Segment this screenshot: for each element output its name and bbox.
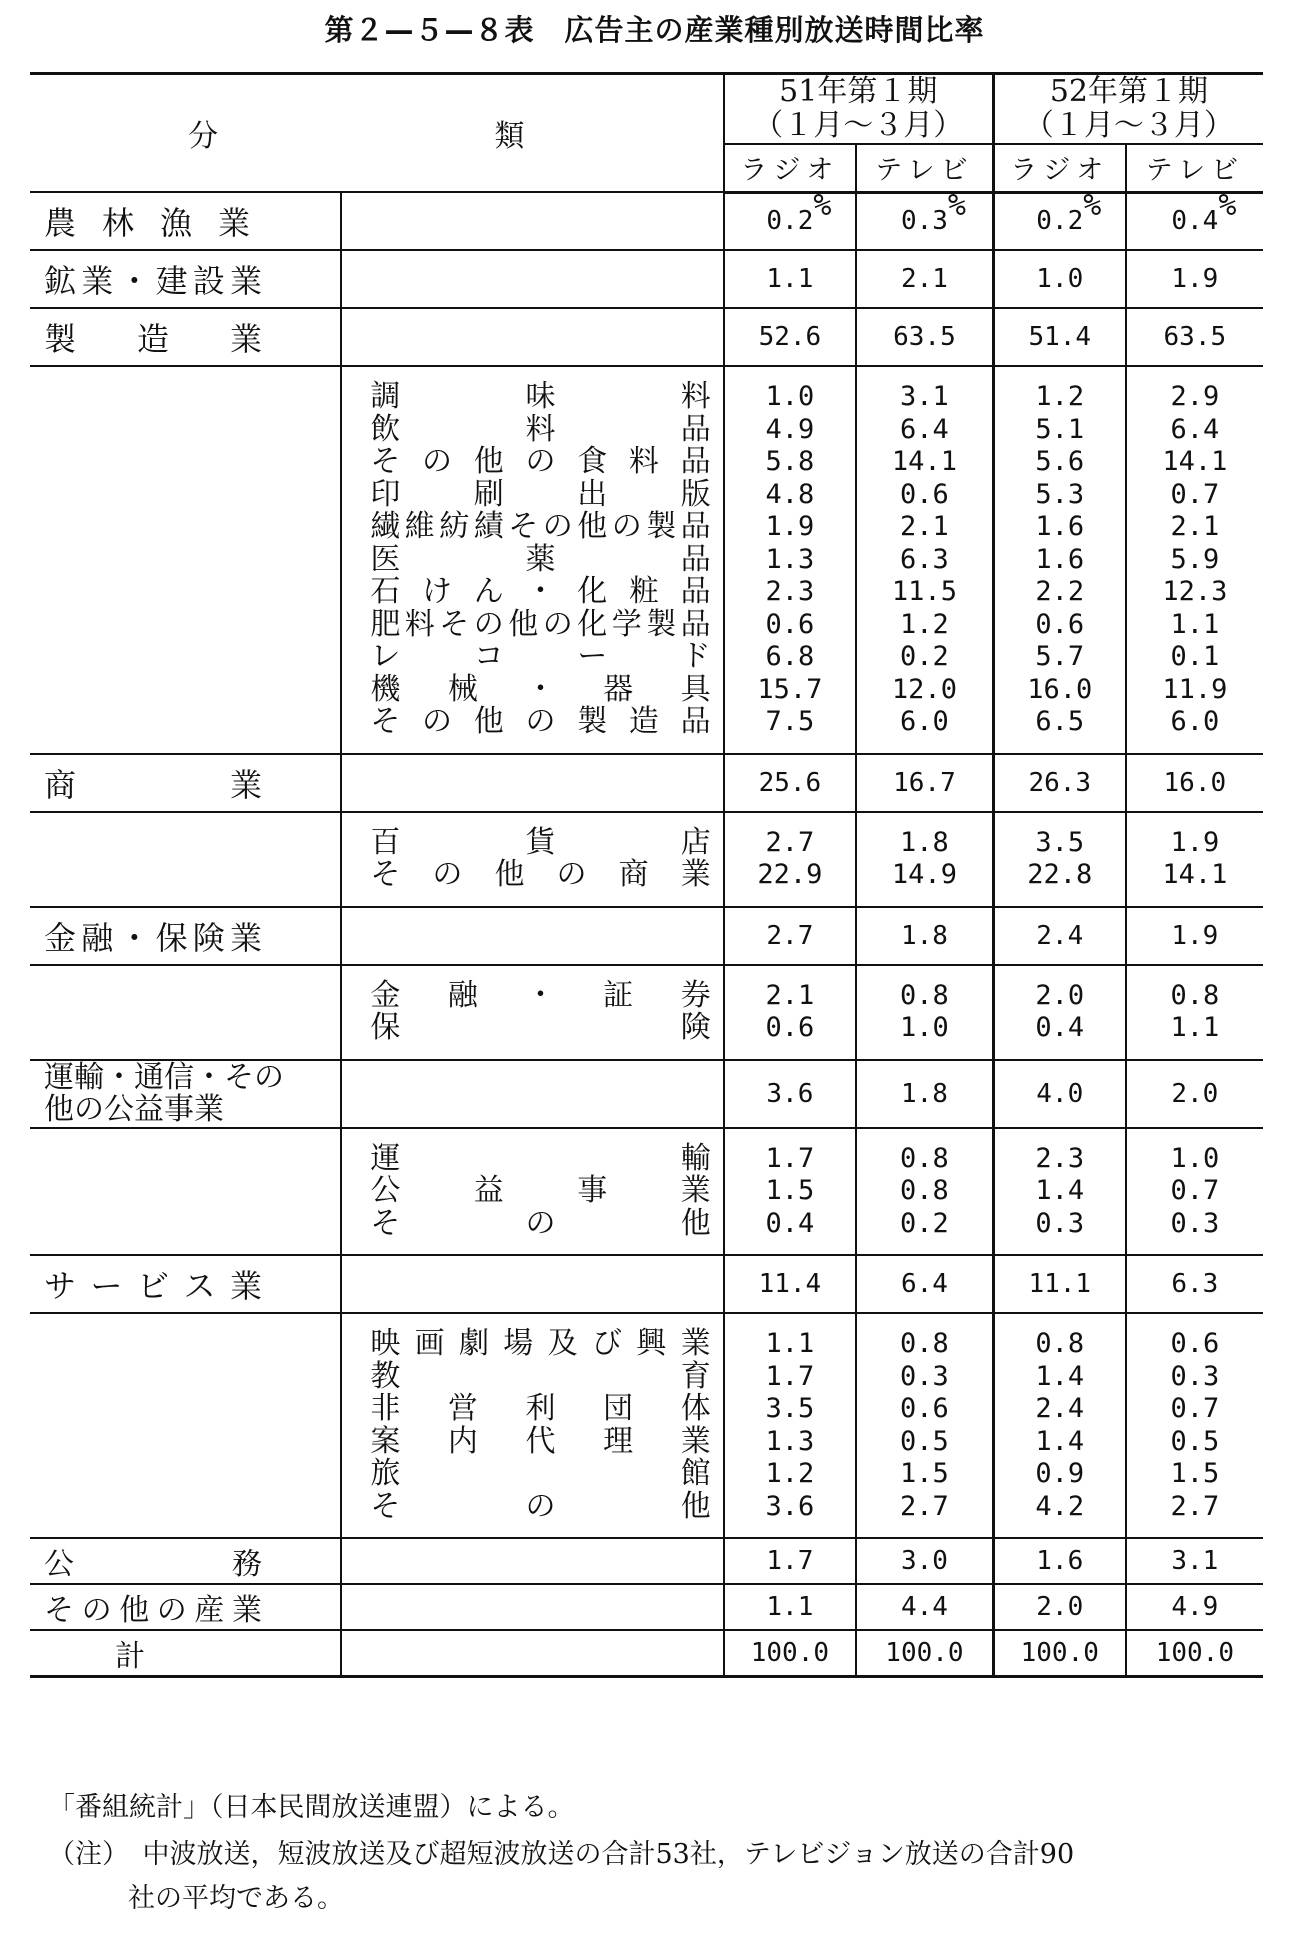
manuf-sub-value: 6.5 <box>1035 706 1085 737</box>
header-period-52: 52年第１期 （１月～３月） <box>993 74 1263 145</box>
manuf-sub-value: 2.2 <box>1035 576 1085 607</box>
rows-commerce-detail <box>30 812 1263 907</box>
row-mining: 鉱 業 ・ 建 設 業 1.1 2.1 1.0 1.9 <box>30 250 1263 308</box>
manuf-sub-item: レ コ ー ド <box>370 639 711 674</box>
manuf-sub-value: 14.1 <box>891 446 957 477</box>
manuf-sub-value: 2.1 <box>900 511 949 542</box>
manuf-sub-value: 5.9 <box>1170 543 1220 575</box>
service-sub-value: 1.5 <box>900 1458 949 1489</box>
manuf-sub-item: 印 刷 出 版 <box>370 476 711 512</box>
finance-sub-value: 0.6 <box>765 1012 815 1043</box>
service-sub-item: 案 内 代 理 業 <box>370 1423 711 1459</box>
manuf-sub-value: 5.3 <box>1035 478 1085 510</box>
table-title: 第２—５—８表 広告主の産業種別放送時間比率 <box>324 13 985 47</box>
transport-sub-value: 0.4 <box>765 1207 815 1239</box>
manuf-sub-value: 2.9 <box>1170 381 1220 412</box>
manuf-sub-value: 12.3 <box>1162 576 1228 607</box>
manuf-sub-value: 6.3 <box>900 543 949 575</box>
row-transport: 運輸・通信・その 他の公益事業 3.6 1.8 4.0 2.0 <box>30 1060 1263 1128</box>
manuf-sub-value: 0.6 <box>765 608 815 640</box>
manuf-sub-value: 3.1 <box>900 381 949 412</box>
manuf-sub-value: 2.3 <box>765 576 815 607</box>
manuf-sub-value: 0.2 <box>900 641 949 672</box>
transport-sub-item: 運 輸 <box>370 1140 711 1176</box>
finance-sub-value: 1.1 <box>1170 1012 1220 1043</box>
manuf-sub-value: 5.6 <box>1035 446 1085 477</box>
row-public: 公 務 1.7 3.0 1.6 3.1 <box>30 1538 1263 1584</box>
label-commerce: 商 業 <box>44 765 262 804</box>
commerce-sub-item: 百 貨 店 <box>370 824 711 860</box>
service-sub-value: 0.5 <box>1170 1425 1220 1457</box>
manuf-sub-value: 6.0 <box>900 706 949 737</box>
manuf-sub-value: 0.6 <box>900 478 949 510</box>
transport-sub-value: 0.3 <box>1035 1207 1085 1239</box>
label-manufacturing: 製 造 業 <box>44 320 262 358</box>
manuf-sub-value: 11.9 <box>1162 673 1228 705</box>
manuf-sub-value: 0.1 <box>1170 641 1220 672</box>
manuf-sub-value: 1.2 <box>1035 381 1085 412</box>
service-sub-value: 0.9 <box>1035 1458 1085 1489</box>
label-public: 公 務 <box>44 1547 262 1582</box>
transport-sub-item: 公 益 事 業 <box>370 1173 711 1208</box>
row-agriculture: 農 林 漁 業 0.2 % 0.3 % 0.2 % 0.4 % <box>30 192 1263 250</box>
manuf-sub-item: 機 械 ・ 器 具 <box>370 671 711 707</box>
rows-service-detail <box>30 1313 1263 1538</box>
service-sub-value: 0.7 <box>1170 1393 1220 1424</box>
service-sub-value: 1.4 <box>1035 1425 1085 1457</box>
service-sub-item: そ の 他 <box>370 1488 711 1524</box>
manuf-sub-item: 石 け ん ・ 化 粧 品 <box>370 574 711 609</box>
row-commerce: 商 業 25.6 16.7 26.3 16.0 <box>30 754 1263 812</box>
service-sub-value: 0.8 <box>900 1328 949 1359</box>
finance-sub-value: 0.8 <box>1170 979 1220 1011</box>
manuf-sub-value: 12.0 <box>891 673 957 705</box>
header-radio-51: ラジオ <box>724 144 856 192</box>
manuf-sub-value: 1.6 <box>1035 543 1085 575</box>
manuf-sub-value: 1.3 <box>765 543 815 575</box>
service-sub-value: 3.6 <box>765 1490 815 1522</box>
footnote-line1: （注） 中波放送，短波放送及び超短波放送の合計53社，テレビジョン放送の合計90 <box>48 1839 1075 1870</box>
header-radio-52: ラジオ <box>993 144 1125 192</box>
row-service: サ ー ビ ス 業 11.4 6.4 11.1 6.3 <box>30 1255 1263 1313</box>
manuf-sub-value: 4.9 <box>765 413 815 445</box>
service-sub-value: 4.2 <box>1035 1490 1085 1522</box>
service-sub-value: 0.6 <box>900 1393 949 1424</box>
service-sub-value: 1.5 <box>1170 1458 1220 1489</box>
service-sub-value: 2.7 <box>1170 1490 1220 1522</box>
source-note: 「番組統計」（日本民間放送連盟）による。 <box>48 1792 575 1823</box>
header-tv-51: テレビ <box>856 144 993 192</box>
commerce-sub-value: 3.5 <box>1035 826 1085 858</box>
transport-sub-value: 1.4 <box>1035 1175 1085 1206</box>
manuf-sub-value: 5.8 <box>765 446 815 477</box>
finance-sub-value: 1.0 <box>900 1012 949 1043</box>
label-agriculture: 農 林 漁 業 <box>44 204 250 242</box>
header-tv-52: テレビ <box>1126 144 1263 192</box>
manuf-sub-value: 15.7 <box>757 673 823 705</box>
manuf-sub-value: 6.4 <box>1170 413 1220 445</box>
rows-manufacturing-detail <box>30 366 1263 754</box>
manuf-sub-value: 11.5 <box>891 576 957 607</box>
manuf-sub-item: そ の 他 の 製 造 品 <box>370 704 711 739</box>
commerce-sub-value: 14.1 <box>1162 859 1228 890</box>
manuf-sub-value: 16.0 <box>1027 673 1093 705</box>
commerce-sub-value: 14.9 <box>891 859 957 890</box>
manufacturing-sub-labels <box>341 366 723 754</box>
commerce-sub-value: 2.7 <box>765 826 815 858</box>
row-total: 計 100.0 100.0 100.0 100.0 <box>30 1630 1263 1677</box>
service-sub-value: 0.3 <box>1170 1360 1220 1392</box>
rows-transport-detail <box>30 1128 1263 1256</box>
manuf-sub-value: 14.1 <box>1162 446 1228 477</box>
broadcast-ratio-table <box>30 72 1263 1678</box>
manuf-sub-value: 0.6 <box>1035 608 1085 640</box>
row-finance: 金 融 ・ 保 険 業 2.7 1.8 2.4 1.9 <box>30 907 1263 965</box>
transport-sub-value: 0.3 <box>1170 1207 1220 1239</box>
service-sub-item: 教 育 <box>370 1358 711 1394</box>
transport-sub-value: 0.8 <box>900 1175 949 1206</box>
finance-sub-value: 0.8 <box>900 979 949 1011</box>
manuf-sub-value: 6.0 <box>1170 706 1220 737</box>
service-sub-value: 0.8 <box>1035 1328 1085 1359</box>
transport-sub-value: 1.5 <box>765 1175 815 1206</box>
transport-sub-value: 1.0 <box>1170 1142 1220 1174</box>
label-other-industry: そ の 他 の 産 業 <box>44 1593 262 1628</box>
header-period-51: 51年第１期 （１月～３月） <box>724 74 994 145</box>
service-sub-value: 1.3 <box>765 1425 815 1457</box>
manuf-sub-item: 飲 料 品 <box>370 411 711 447</box>
finance-sub-value: 0.4 <box>1035 1012 1085 1043</box>
commerce-sub-value: 1.9 <box>1170 826 1220 858</box>
manuf-sub-value: 7.5 <box>765 706 815 737</box>
manuf-sub-value: 1.1 <box>1170 608 1220 640</box>
service-sub-item: 映 画 劇 場 及 び 興 業 <box>370 1326 711 1361</box>
label-total: 計 <box>115 1639 146 1674</box>
commerce-sub-value: 1.8 <box>900 826 949 858</box>
service-sub-value: 0.6 <box>1170 1328 1220 1359</box>
service-sub-labels <box>341 1313 723 1538</box>
label-transport: 運輸・通信・その 他の公益事業 <box>44 1059 284 1127</box>
finance-sub-labels <box>341 965 723 1060</box>
service-sub-value: 1.7 <box>765 1360 815 1392</box>
finance-sub-item: 保 険 <box>370 1010 711 1045</box>
service-sub-value: 0.3 <box>900 1360 949 1392</box>
finance-sub-item: 金 融 ・ 証 券 <box>370 977 711 1013</box>
manuf-sub-value: 1.2 <box>900 608 949 640</box>
service-sub-value: 1.2 <box>765 1458 815 1489</box>
commerce-sub-value: 22.8 <box>1027 859 1093 890</box>
finance-sub-value: 2.1 <box>765 979 815 1011</box>
service-sub-value: 0.5 <box>900 1425 949 1457</box>
manuf-sub-value: 1.6 <box>1035 511 1085 542</box>
finance-sub-value: 2.0 <box>1035 979 1085 1011</box>
commerce-sub-item: そ の 他 の 商 業 <box>370 857 711 892</box>
transport-sub-value: 0.7 <box>1170 1175 1220 1206</box>
service-sub-item: 旅 館 <box>370 1456 711 1491</box>
manuf-sub-item: 繊 維 紡 績 そ の 他 の 製 品 <box>370 509 711 544</box>
label-service: サ ー ビ ス 業 <box>44 1267 262 1305</box>
service-sub-item: 非 営 利 団 体 <box>370 1391 711 1426</box>
manuf-sub-item: 調 味 料 <box>370 379 711 414</box>
transport-sub-labels <box>341 1128 723 1256</box>
manuf-sub-value: 0.7 <box>1170 478 1220 510</box>
manuf-sub-value: 6.8 <box>765 641 815 672</box>
commerce-sub-value: 22.9 <box>757 859 823 890</box>
manuf-sub-value: 1.9 <box>765 511 815 542</box>
service-sub-value: 1.1 <box>765 1328 815 1359</box>
manuf-sub-value: 5.7 <box>1035 641 1085 672</box>
manuf-sub-item: 医 薬 品 <box>370 541 711 577</box>
rows-finance-detail <box>30 965 1263 1060</box>
service-sub-value: 2.4 <box>1035 1393 1085 1424</box>
row-other-industry: そ の 他 の 産 業 1.1 4.4 2.0 4.9 <box>30 1584 1263 1630</box>
commerce-sub-labels <box>341 812 723 907</box>
service-sub-value: 1.4 <box>1035 1360 1085 1392</box>
manuf-sub-value: 4.8 <box>765 478 815 510</box>
manuf-sub-item: 肥 料 そ の 他 の 化 学 製 品 <box>370 606 711 642</box>
footnote-line2: 社の平均である。 <box>128 1883 344 1914</box>
manuf-sub-item: そ の 他 の 食 料 品 <box>370 444 711 479</box>
label-mining: 鉱 業 ・ 建 設 業 <box>44 262 262 300</box>
service-sub-value: 2.7 <box>900 1490 949 1522</box>
service-sub-value: 3.5 <box>765 1393 815 1424</box>
transport-sub-value: 1.7 <box>765 1142 815 1174</box>
header-classification: 分 類 <box>30 74 724 193</box>
manuf-sub-value: 6.4 <box>900 413 949 445</box>
transport-sub-value: 2.3 <box>1035 1142 1085 1174</box>
row-manufacturing: 製 造 業 52.6 63.5 51.4 63.5 <box>30 308 1263 366</box>
manuf-sub-value: 2.1 <box>1170 511 1220 542</box>
manuf-sub-value: 5.1 <box>1035 413 1085 445</box>
transport-sub-value: 0.8 <box>900 1142 949 1174</box>
manuf-sub-value: 1.0 <box>765 381 815 412</box>
label-finance: 金 融 ・ 保 険 業 <box>44 918 262 957</box>
transport-sub-value: 0.2 <box>900 1207 949 1239</box>
transport-sub-item: そ の 他 <box>370 1205 711 1241</box>
